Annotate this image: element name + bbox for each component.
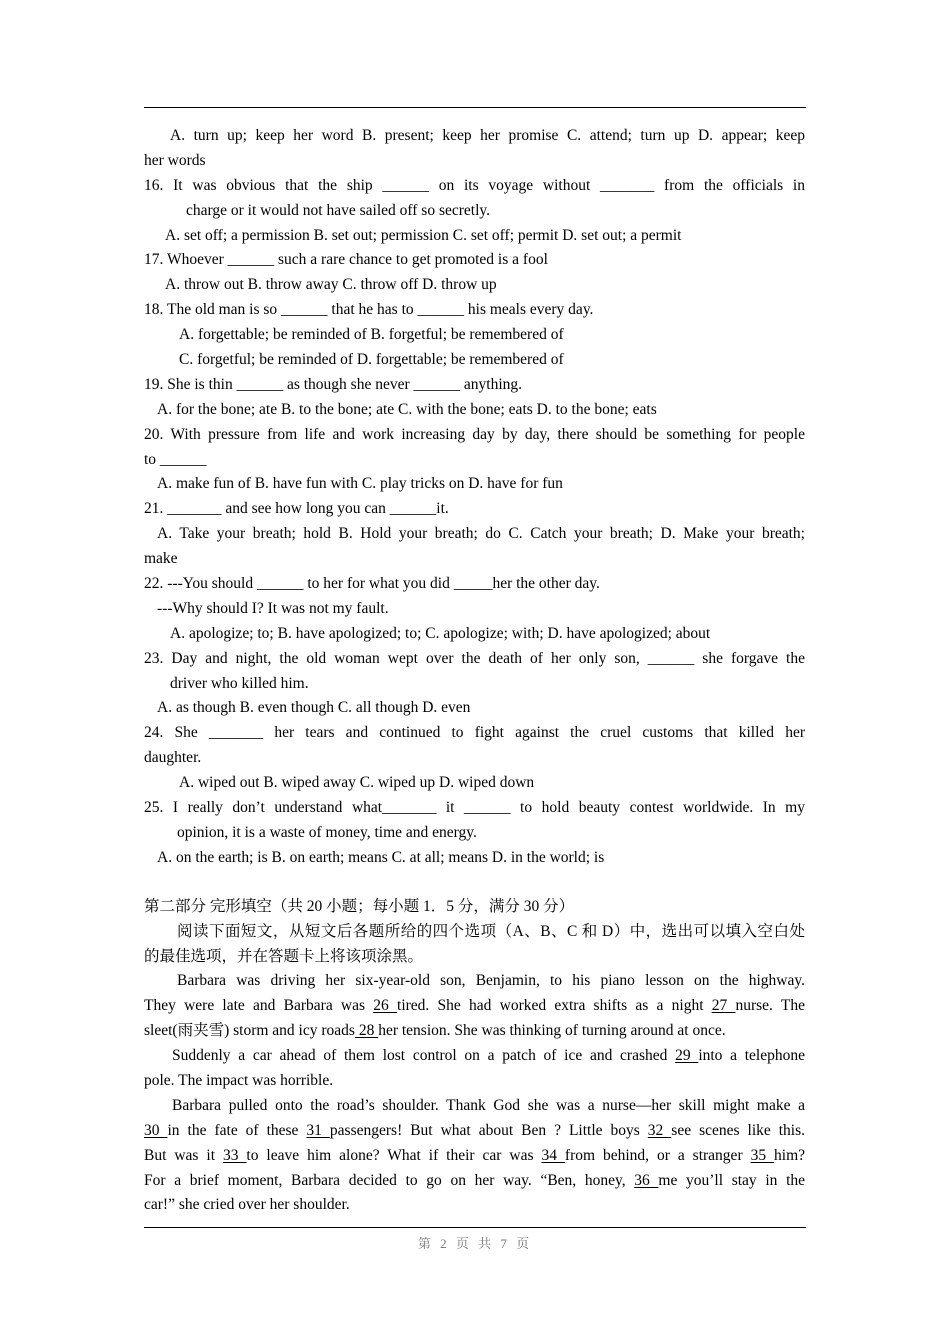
q25-options: A. on the earth; is B. on earth; means C. at all; means D. in the world; is bbox=[157, 848, 605, 866]
q22-options: A. apologize; to; B. have apologized; to; C. apologize; with; D. have apologized; about bbox=[170, 624, 711, 642]
passage-text: passengers! But what about Ben ? Little boys bbox=[329, 1121, 648, 1139]
q25-stem-line2: opinion, it is a waste of money, time and energy. bbox=[177, 823, 477, 841]
q25-stem-line1: 25. I really don’t understand what_______ it ______ to hold beauty contest worldwide. In my bbox=[144, 799, 805, 817]
q15-options-line2: her words bbox=[144, 151, 206, 169]
passage-p3-line1: Barbara pulled onto the road’s shoulder. Thank God she was a nurse—her skill might make a bbox=[172, 1096, 805, 1114]
q24-stem-line1: 24. She _______ her tears and continued to fight against the cruel customs that killed her bbox=[144, 724, 805, 742]
q23-options: A. as though B. even though C. all though D. even bbox=[157, 699, 471, 717]
blank-33: 33 bbox=[222, 1146, 247, 1164]
q22-stem: 22. ---You should ______ to her for what you did _____her the other day. bbox=[144, 575, 600, 593]
passage-p2-line1 bbox=[144, 1044, 805, 1069]
passage-p3-line3 bbox=[144, 1144, 805, 1169]
passage-text: to leave him alone? What if their car was bbox=[246, 1146, 542, 1164]
passage-text: from behind, or a stranger bbox=[564, 1146, 751, 1164]
q16-stem-line2: charge or it would not have sailed off so secretly. bbox=[186, 201, 491, 219]
q18-options-line1: A. forgettable; be reminded of B. forgetful; be remembered of bbox=[179, 326, 564, 344]
q20-stem-line1: 20. With pressure from life and work increasing day by day, there should be something for people bbox=[144, 425, 805, 443]
passage-p3-line2 bbox=[144, 1119, 805, 1144]
q19-stem: 19. She is thin ______ as though she never ______ anything. bbox=[144, 375, 522, 393]
section2-instruction-line1: 阅读下面短文，从短文后各题所给的四个选项（A、B、C 和 D）中，选出可以填入空白处 bbox=[177, 922, 805, 940]
q16-stem-line1: 16. It was obvious that the ship ______ on its voyage without _______ from the officials in bbox=[144, 176, 805, 194]
q19-options: A. for the bone; ate B. to the bone; ate C. with the bone; eats D. to the bone; eats bbox=[157, 400, 657, 418]
blank-30: 30 bbox=[144, 1121, 168, 1139]
q17-stem: 17. Whoever ______ such a rare chance to get promoted is a fool bbox=[144, 251, 548, 269]
blank-27: 27 bbox=[711, 997, 736, 1015]
q23-stem-line2: driver who killed him. bbox=[170, 674, 309, 692]
blank-28: 28 bbox=[354, 1022, 379, 1040]
passage-text: sleet(雨夹雪) storm and icy roads bbox=[144, 1022, 355, 1040]
q18-stem: 18. The old man is so ______ that he has to ______ his meals every day. bbox=[144, 301, 594, 319]
passage-text: me you’ll stay in the bbox=[658, 1171, 805, 1189]
q20-stem-line2: to ______ bbox=[144, 450, 207, 468]
passage-p1-line2 bbox=[144, 994, 805, 1019]
passage-text: into a telephone bbox=[698, 1047, 805, 1065]
q23-stem-line1: 23. Day and night, the old woman wept over the death of her only son, ______ she forgave the bbox=[144, 649, 805, 667]
passage-text: see scenes like this. bbox=[671, 1121, 805, 1139]
header-rule bbox=[144, 107, 806, 108]
blank-32: 32 bbox=[647, 1121, 672, 1139]
q24-options: A. wiped out B. wiped away C. wiped up D. wiped down bbox=[179, 774, 535, 792]
q17-options: A. throw out B. throw away C. throw off D. throw up bbox=[165, 276, 497, 294]
page-content bbox=[144, 124, 805, 1218]
blank-35: 35 bbox=[750, 1146, 775, 1164]
passage-p3-line5: car!” she cried over her shoulder. bbox=[144, 1196, 350, 1214]
q18-options-line2: C. forgetful; be reminded of D. forgettable; be remembered of bbox=[179, 351, 564, 369]
q21-options-line1: A. Take your breath; hold B. Hold your breath; do C. Catch your breath; D. Make your breath; bbox=[157, 525, 805, 543]
passage-text: tired. She had worked extra shifts as a night bbox=[397, 997, 712, 1015]
q21-stem: 21. _______ and see how long you can ______it. bbox=[144, 500, 449, 518]
blank-26: 26 bbox=[373, 997, 398, 1015]
q21-options-line2: make bbox=[144, 550, 178, 568]
passage-text: But was it bbox=[144, 1146, 223, 1164]
passage-p1-line3 bbox=[144, 1019, 805, 1044]
section2-instruction-line2: 的最佳选项，并在答题卡上将该项涂黑。 bbox=[144, 947, 424, 965]
passage-text: him? bbox=[774, 1146, 805, 1164]
q16-options: A. set off; a permission B. set out; permission C. set off; permit D. set out; a permit bbox=[165, 226, 682, 244]
passage-text: in the fate of these bbox=[167, 1121, 307, 1139]
q22-reply: ---Why should I? It was not my fault. bbox=[157, 599, 389, 617]
passage-text: nurse. The bbox=[735, 997, 805, 1015]
passage-p1-line1: Barbara was driving her six-year-old son, Benjamin, to his piano lesson on the highway. bbox=[177, 972, 805, 990]
section-gap bbox=[144, 871, 805, 895]
blank-31: 31 bbox=[306, 1121, 330, 1139]
passage-text: her tension. She was thinking of turning around at once. bbox=[378, 1022, 726, 1040]
blank-29: 29 bbox=[675, 1047, 699, 1065]
passage-text: They were late and Barbara was bbox=[144, 997, 374, 1015]
page-number: 第 2 页 共 7 页 bbox=[417, 1236, 533, 1251]
q15-options-line1: A. turn up; keep her word B. present; keep her promise C. attend; turn up D. appear; keep bbox=[170, 127, 805, 144]
passage-p3-line4 bbox=[144, 1169, 805, 1194]
passage-text: For a brief moment, Barbara decided to go on her way. “Ben, honey, bbox=[144, 1171, 635, 1189]
blank-34: 34 bbox=[541, 1146, 565, 1164]
section2-heading: 第二部分 完形填空（共 20 小题；每小题 1．5 分，满分 30 分） bbox=[144, 897, 575, 915]
blank-36: 36 bbox=[634, 1171, 659, 1189]
passage-text: Suddenly a car ahead of them lost control on a patch of ice and crashed bbox=[172, 1047, 676, 1065]
footer-rule bbox=[144, 1227, 806, 1228]
passage-p2-line2: pole. The impact was horrible. bbox=[144, 1071, 334, 1089]
q20-options: A. make fun of B. have fun with C. play tricks on D. have for fun bbox=[157, 475, 563, 493]
q24-stem-line2: daughter. bbox=[144, 749, 202, 767]
